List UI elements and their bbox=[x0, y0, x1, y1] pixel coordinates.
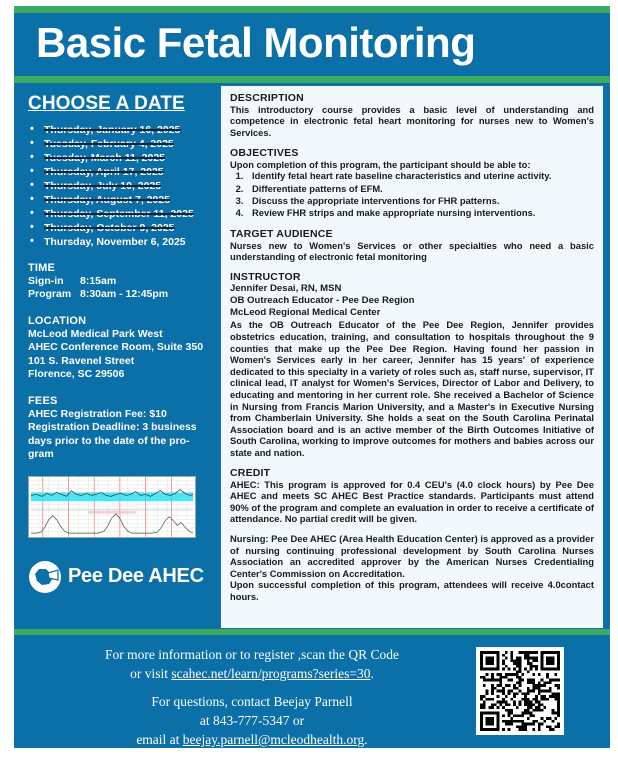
banner-green-top bbox=[14, 6, 610, 13]
fees-line-2: Registration Deadline: 3 business days prior to the date of the pro-gram bbox=[28, 421, 197, 461]
footer-questions-line: For questions, contact Beejay Parnell bbox=[151, 693, 353, 709]
date-item-label: Thursday, November 6, 2025 bbox=[44, 235, 186, 248]
date-item[interactable] bbox=[28, 221, 210, 235]
program-row bbox=[28, 288, 210, 302]
date-item-label: Tuesday, March 11, 2025 bbox=[44, 151, 166, 164]
choose-a-date-heading: CHOOSE A DATE bbox=[28, 92, 185, 114]
location-line-3: 101 S. Ravenel Street bbox=[28, 354, 135, 367]
date-item[interactable] bbox=[28, 123, 210, 137]
date-item-label: Thursday, April 17, 2025 bbox=[44, 165, 164, 178]
objectives-intro: Upon completion of this program, the participant should be able to: bbox=[230, 158, 531, 170]
fees-heading: FEES bbox=[28, 394, 58, 407]
date-item[interactable] bbox=[28, 179, 210, 193]
instructor-bio: As the OB Outreach Educator of the Pee Dee Region, Jennifer provides obstetrics education, training, and consultation to hospitals throughout the 9 counties that make up the Pee Dee Region. Having found her passion in Women's Services early in her career, Jennifer has 15 years' of experience dedicated to this specialty in a variety of roles such as, staff nurse, supervisor, IT clinical lead, IT analyst for Women's Services, Director of Labor and Delivery, to educating and mentoring in her current role. She received a Bachelor of Science in Nursing from Francis Marion University, and a Master's in Executive Nursing from Chamberlain University. She holds a seat on the South Carolina Perinatal Association board and is an active member of the Birth Outcomes Initiative of South Carolina, working to improve outcomes for mothers and babies across our state and nation. bbox=[230, 319, 594, 458]
description-text: This introductory course provides a basic level of understanding and competence in electronic fetal heart monitoring for nurses new to Women's Services. bbox=[230, 103, 594, 139]
date-item-label: Thursday, October 9, 2025 bbox=[44, 221, 175, 234]
content-panel bbox=[220, 85, 604, 629]
time-heading: TIME bbox=[28, 261, 56, 274]
instructor-role: OB Outreach Educator - Pee Dee Region bbox=[230, 294, 415, 306]
fees-line-1: AHEC Registration Fee: $10 bbox=[28, 407, 167, 420]
content-column bbox=[218, 83, 610, 629]
objective-item: 3. Discuss the appropriate interventions for FHR patterns. bbox=[246, 195, 594, 207]
date-item[interactable] bbox=[28, 137, 210, 151]
credit-ahec-text: AHEC: This program is approved for 0.4 CEU's (4.0 clock hours) by Pee Dee AHEC and meets SC AHEC Best Practice standards. Participants must attend 90% of the program and complete an evaluation in order to receive a certificate of attendance. No partial credit will be given. bbox=[230, 478, 594, 525]
signin-value: 8:15am bbox=[80, 274, 117, 287]
objective-item: 4. Review FHR strips and make appropriate nursing interventions. bbox=[246, 207, 594, 219]
description-heading: DESCRIPTION bbox=[230, 91, 304, 104]
target-audience-text: Nurses new to Women's Services or other specialties who need a basic understanding of electronic fetal monitoring bbox=[230, 239, 594, 263]
logo-label: Pee Dee AHEC bbox=[68, 565, 204, 588]
objectives-list bbox=[232, 170, 594, 220]
body-row bbox=[14, 83, 610, 629]
qr-code[interactable] bbox=[476, 647, 564, 735]
credit-heading: CREDIT bbox=[230, 466, 271, 479]
email-link[interactable]: beejay.parnell@mcleodhealth.org bbox=[182, 731, 365, 747]
footer-phone-line: at 843-777-5347 or bbox=[199, 712, 305, 728]
program-series-link[interactable]: scahec.net/learn/programs?series=30 bbox=[171, 665, 371, 681]
location-line-1: McLeod Medical Park West bbox=[28, 327, 163, 340]
objective-item: 2. Differentiate patterns of EFM. bbox=[246, 183, 594, 195]
target-audience-heading: TARGET AUDIENCE bbox=[230, 227, 333, 240]
date-item[interactable] bbox=[28, 151, 210, 165]
date-item-label: Thursday, August 7, 2025 bbox=[44, 193, 171, 206]
date-list bbox=[28, 123, 210, 249]
fetal-monitoring-strip-image bbox=[28, 476, 196, 538]
credit-nursing-text: Nursing: Pee Dee AHEC (Area Health Education Center) is approved as a provider of nursing continuing professional development by South Carolina Nurses Association an accredited approver by the American Nurses Credentialing Center's Commission on Accreditation. bbox=[230, 532, 594, 579]
date-item-label: Thursday, January 16, 2025 bbox=[44, 123, 181, 136]
date-item[interactable] bbox=[28, 165, 210, 179]
location-line-4: Florence, SC 29506 bbox=[28, 368, 125, 381]
signin-label: Sign-in bbox=[28, 274, 64, 287]
date-item[interactable] bbox=[28, 235, 210, 249]
time-block bbox=[28, 262, 210, 302]
date-item[interactable] bbox=[28, 193, 210, 207]
banner-green-bottom bbox=[14, 76, 610, 83]
footer-email-prefix: email at bbox=[136, 731, 183, 747]
program-label: Program bbox=[28, 288, 72, 301]
page-title: Basic Fetal Monitoring bbox=[36, 19, 476, 66]
credit-contact-hours-text: Upon successful completion of this program, attendees will receive 4.0contact hours. bbox=[230, 579, 594, 602]
pee-dee-ahec-logo bbox=[28, 560, 210, 594]
instructor-org: McLeod Regional Medical Center bbox=[230, 306, 381, 318]
footer-register-line-1: For more information or to register ,scan the QR Code bbox=[105, 646, 399, 662]
instructor-heading: INSTRUCTOR bbox=[230, 271, 301, 284]
footer-visit-prefix: or visit bbox=[130, 665, 172, 681]
program-value: 8:30am - 12:45pm bbox=[80, 288, 169, 301]
objective-item: 1. Identify fetal heart rate baseline characteristics and uterine activity. bbox=[246, 170, 594, 182]
banner-blue bbox=[14, 13, 610, 76]
date-item-label: Thursday, September 11, 2025 bbox=[44, 207, 194, 220]
date-item-label: Tuesday, February 4, 2025 bbox=[44, 137, 174, 150]
date-item[interactable] bbox=[28, 207, 210, 221]
sc-state-logo-icon bbox=[28, 560, 62, 594]
footer-email-suffix: . bbox=[364, 731, 368, 747]
fees-block bbox=[28, 395, 210, 462]
footer bbox=[14, 635, 610, 748]
location-line-2: AHEC Conference Room, Suite 350 bbox=[28, 341, 204, 354]
location-block bbox=[28, 315, 210, 382]
footer-visit-suffix: . bbox=[370, 665, 374, 681]
objectives-heading: OBJECTIVES bbox=[230, 146, 299, 159]
location-heading: LOCATION bbox=[28, 314, 87, 327]
instructor-name: Jennifer Desai, RN, MSN bbox=[230, 283, 342, 295]
qr-code-image bbox=[480, 651, 560, 731]
header-banner bbox=[14, 6, 610, 83]
signin-row bbox=[28, 275, 210, 289]
date-item-label: Thursday, July 10, 2025 bbox=[44, 179, 162, 192]
sidebar bbox=[14, 83, 218, 629]
